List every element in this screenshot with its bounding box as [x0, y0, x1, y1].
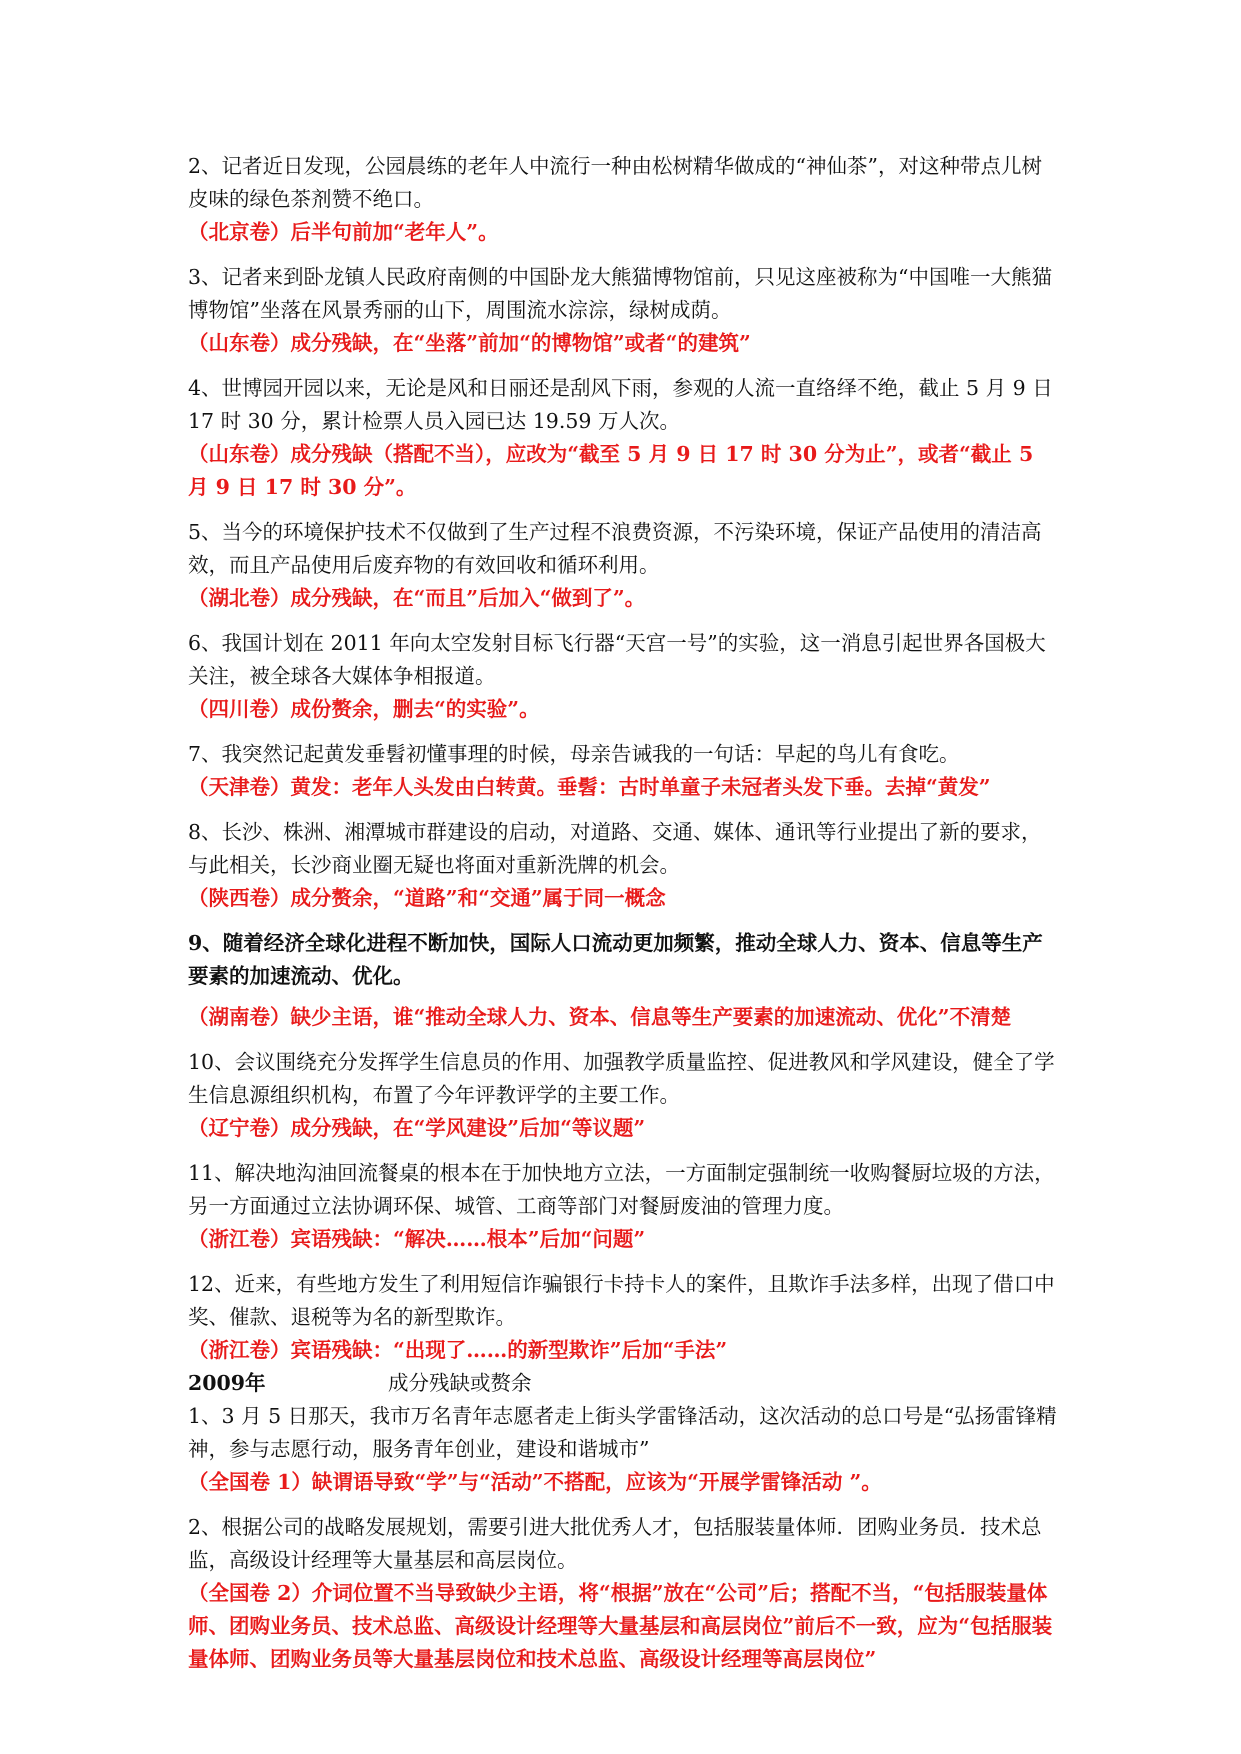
section-title: 成分残缺或赘余 [388, 1371, 532, 1395]
question-9: 9、随着经济全球化进程不断加快，国际人口流动更加频繁，推动全球人力、资本、信息等生产要素的加速流动、优化。 [188, 931, 1043, 988]
question-6: 6、我国计划在 2011 年向太空发射目标飞行器“天宫一号”的实验，这一消息引起世界各国极大关注，被全球各大媒体争相报道。 [188, 631, 1046, 688]
answer-12: （浙江卷）宾语残缺：“出现了……的新型欺诈”后加“手法” [188, 1338, 728, 1362]
question-3: 3、记者来到卧龙镇人民政府南侧的中国卧龙大熊猫博物馆前，只见这座被称为“中国唯一大熊猫博物馆”坐落在风景秀丽的山下，周围流水淙淙，绿树成荫。 [188, 265, 1053, 322]
answer-5: （湖北卷）成分残缺，在“而且”后加入“做到了”。 [188, 586, 646, 610]
question-2009-2: 2、根据公司的战略发展规划，需要引进大批优秀人才，包括服装量体师．团购业务员．技术总监，高级设计经理等大量基层和高层岗位。 [188, 1515, 1042, 1572]
question-5: 5、当今的环境保护技术不仅做到了生产过程不浪费资源，不污染环境，保证产品使用的清洁高效，而且产品使用后废弃物的有效回收和循环利用。 [188, 520, 1042, 577]
answer-11: （浙江卷）宾语残缺：“解决……根本”后加“问题” [188, 1227, 646, 1251]
question-4: 4、世博园开园以来，无论是风和日丽还是刮风下雨，参观的人流一直络绎不绝，截止 5 月 9 日 17 时 30 分，累计检票人员入园已达 19.59 万人次。 [188, 376, 1053, 433]
question-10: 10、会议围绕充分发挥学生信息员的作用、加强教学质量监控、促进教风和学风建设，健全了学生信息源组织机构，布置了今年评教评学的主要工作。 [188, 1050, 1055, 1107]
answer-10: （辽宁卷）成分残缺，在“学风建设”后加“等议题” [188, 1116, 646, 1140]
answer-6: （四川卷）成份赘余，删去“的实验”。 [188, 697, 540, 721]
answer-7: （天津卷）黄发：老年人头发由白转黄。垂髫：古时单童子未冠者头发下垂。去掉“黄发” [188, 775, 991, 799]
question-8: 8、长沙、株洲、湘潭城市群建设的启动，对道路、交通、媒体、通讯等行业提出了新的要求，与此相关，长沙商业圈无疑也将面对重新洗牌的机会。 [188, 820, 1042, 877]
document-page [188, 150, 1058, 1676]
answer-4: （山东卷）成分残缺（搭配不当），应改为“截至 5 月 9 日 17 时 30 分为止”，或者“截止 5 月 9 日 17 时 30 分”。 [188, 442, 1034, 499]
question-2009-1: 1、3 月 5 日那天，我市万名青年志愿者走上街头学雷锋活动，这次活动的总口号是“弘扬雷锋精神，参与志愿行动，服务青年创业，建设和谐城市” [188, 1404, 1057, 1461]
answer-9: （湖南卷）缺少主语，谁“推动全球人力、资本、信息等生产要素的加速流动、优化”不清楚 [188, 1005, 1012, 1029]
answer-2: （北京卷）后半句前加“老年人”。 [188, 220, 499, 244]
question-2: 2、记者近日发现，公园晨练的老年人中流行一种由松树精华做成的“神仙茶”，对这种带点儿树皮味的绿色茶剂赞不绝口。 [188, 154, 1043, 211]
answer-2009-1: （全国卷 1）缺谓语导致“学”与“活动”不搭配，应该为“开展学雷锋活动 ”。 [188, 1470, 882, 1494]
question-12: 12、近来，有些地方发生了利用短信诈骗银行卡持卡人的案件，且欺诈手法多样，出现了借口中奖、催款、退税等为名的新型欺诈。 [188, 1272, 1055, 1329]
question-11: 11、解决地沟油回流餐桌的根本在于加快地方立法，一方面制定强制统一收购餐厨垃圾的方法，另一方面通过立法协调环保、城管、工商等部门对餐厨废油的管理力度。 [188, 1161, 1055, 1218]
question-7: 7、我突然记起黄发垂髫初懂事理的时候，母亲告诫我的一句话：早起的鸟儿有食吃。 [188, 742, 960, 766]
section-year: 2009年 [188, 1371, 266, 1395]
section-heading [188, 1367, 1058, 1400]
answer-2009-2: （全国卷 2）介词位置不当导致缺少主语，将“根据”放在“公司”后；搭配不当，“包括服装量体师、团购业务员、技术总监、高级设计经理等大量基层和高层岗位”前后不一致，应为“包括服装量体师、团购业务员等大量基层岗位和技术总监、高级设计经理等高层岗位” [188, 1581, 1053, 1671]
answer-8: （陕西卷）成分赘余，“道路”和“交通”属于同一概念 [188, 886, 666, 910]
answer-3: （山东卷）成分残缺，在“坐落”前加“的博物馆”或者“的建筑” [188, 331, 751, 355]
